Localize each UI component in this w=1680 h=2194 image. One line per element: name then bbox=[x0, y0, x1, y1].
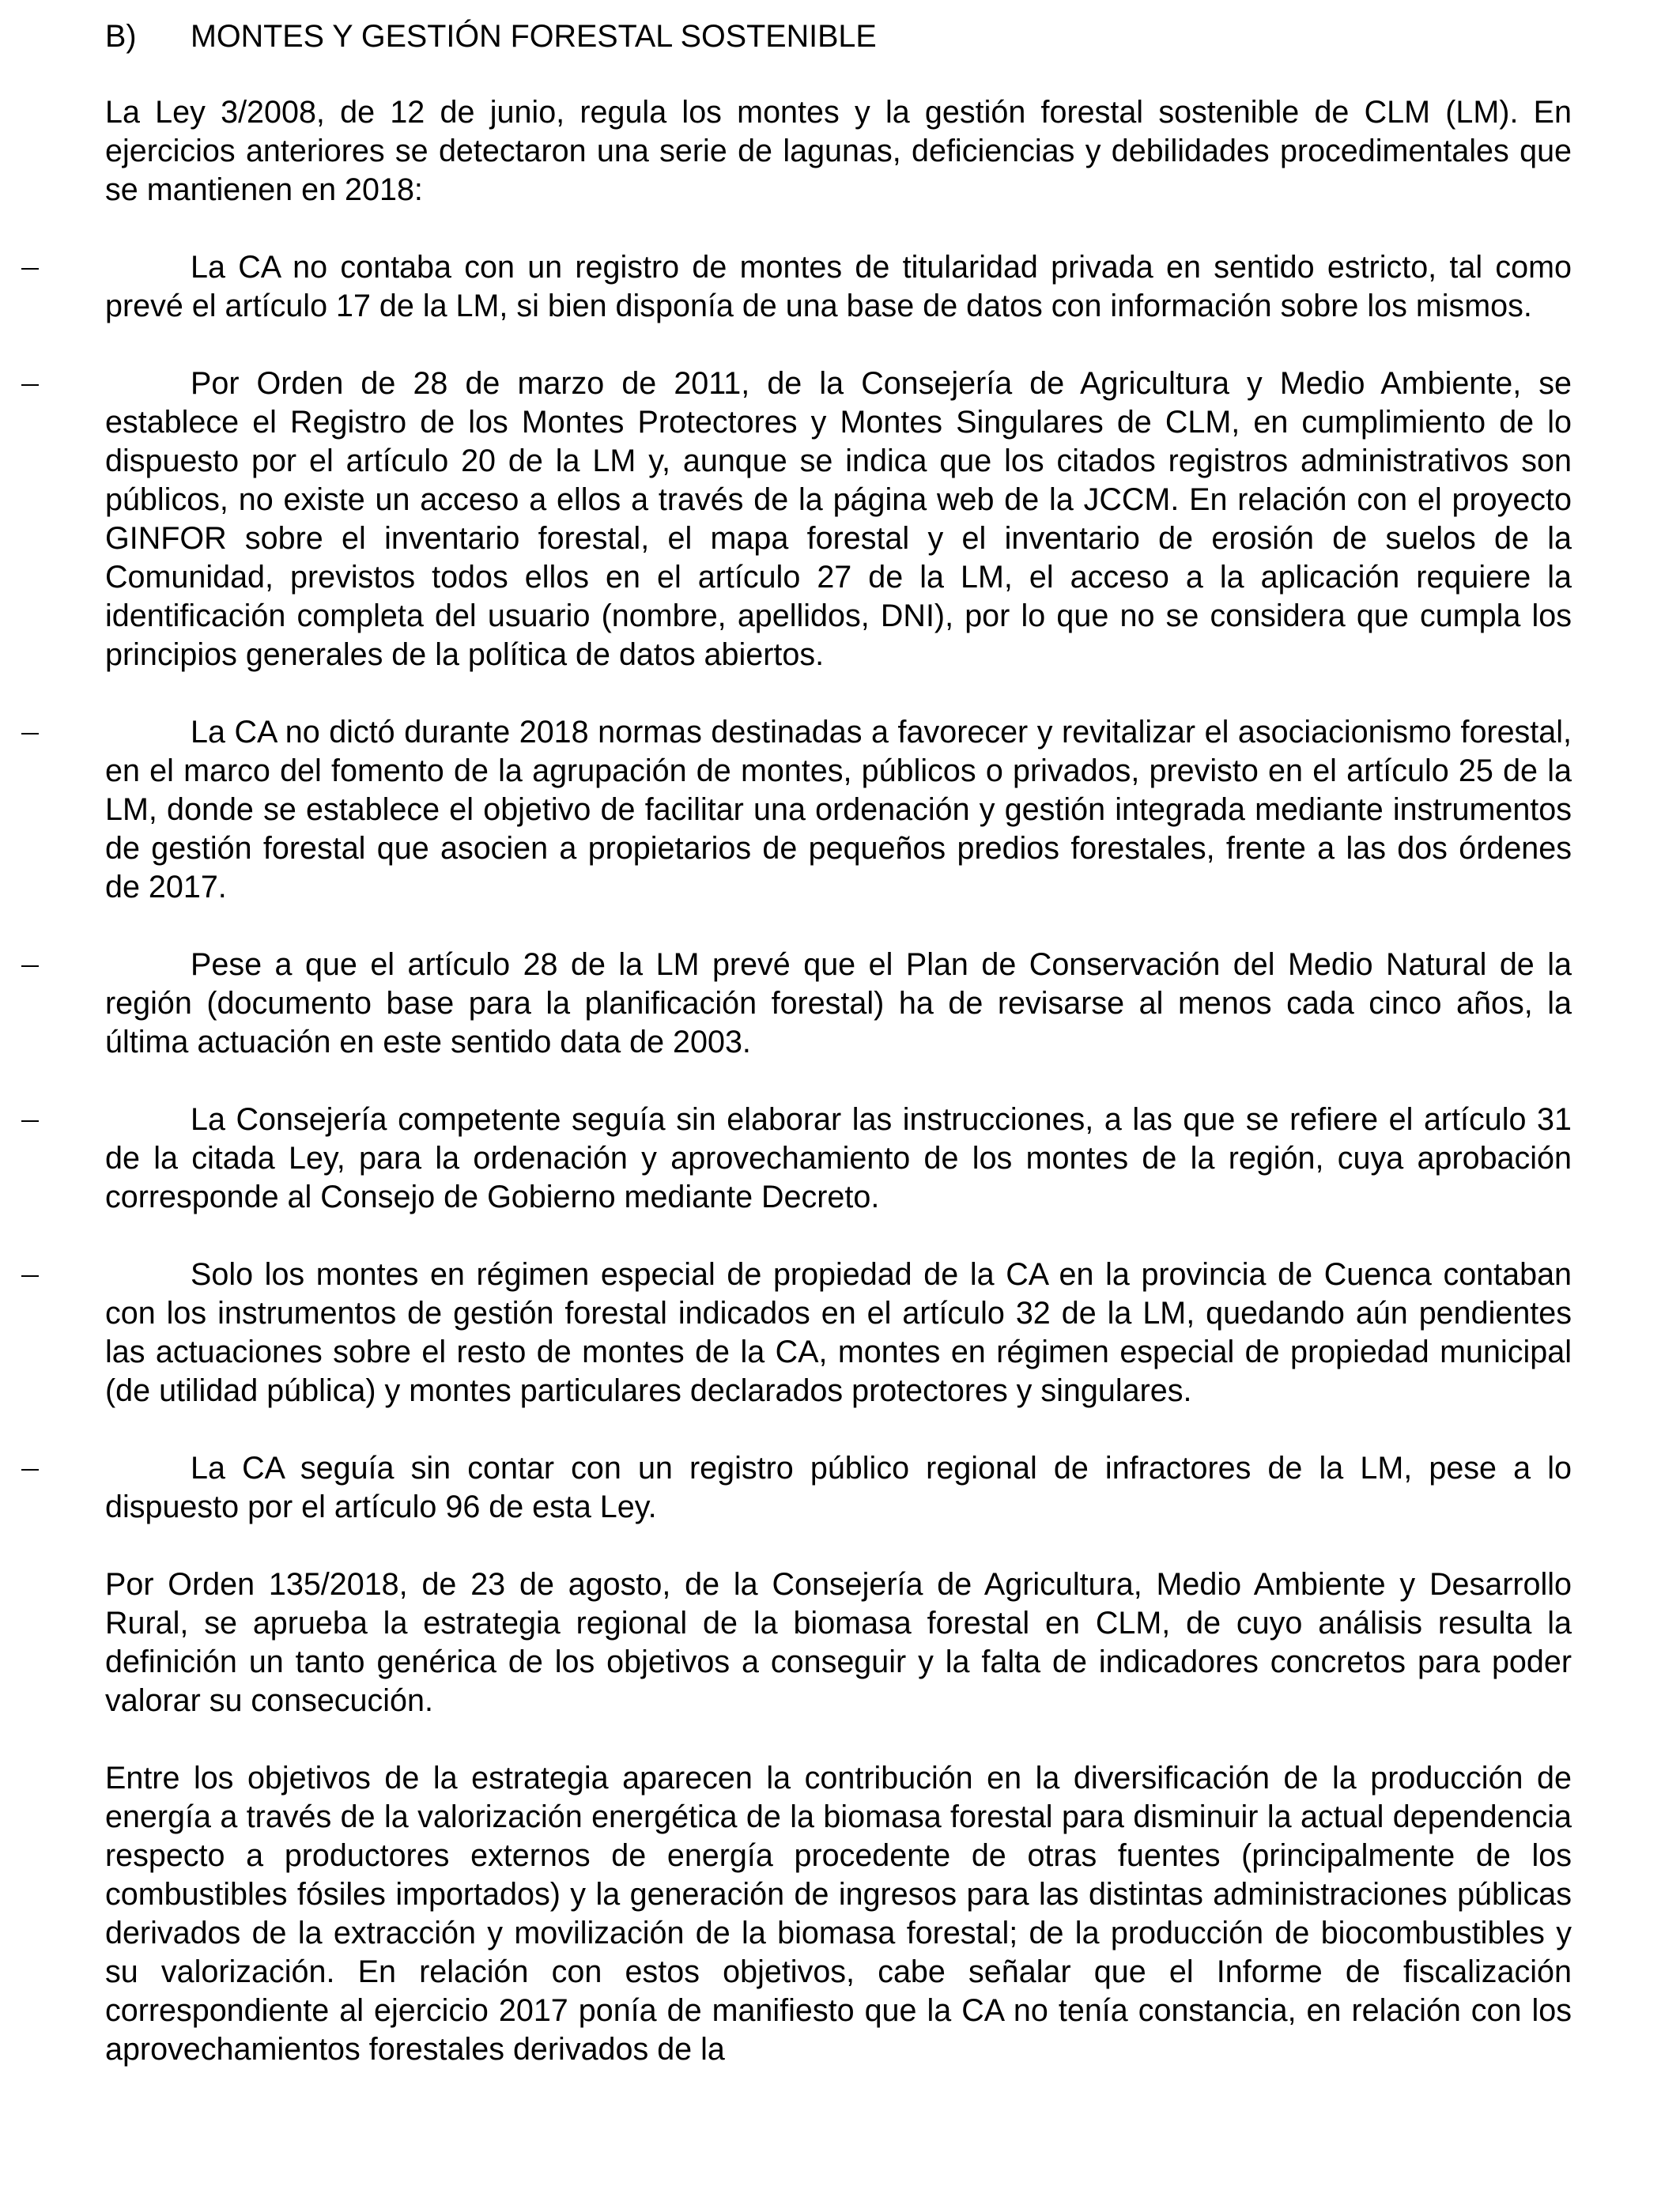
bullet-text: Pese a que el artículo 28 de la LM prevé que el Plan de Conservación del Medio Natural de la región (documento base para la planificación forestal) ha de revisarse al menos cada cinco años, la última actuación en este sentido data de 2003. bbox=[105, 947, 1572, 1059]
bullet-text: Por Orden de 28 de marzo de 2011, de la Consejería de Agricultura y Medio Ambiente, se establece el Registro de los Montes Protectores y Montes Singulares de CLM, en cumplimiento de lo dispuesto por el artículo 20 de la LM y, aunque se indica que los citados registros administrativos son públicos, no existe un acceso a ellos a través de la página web de la JCCM. En relación con el proyecto GINFOR sobre el inventario forestal, el mapa forestal y el inventario de erosión de suelos de la Comunidad, previstos todos ellos en el artículo 27 de la LM, el acceso a la aplicación requiere la identificación completa del usuario (nombre, apellidos, DNI), por lo que no se considera que cumpla los principios generales de la política de datos abiertos. bbox=[105, 366, 1572, 672]
section-title: MONTES Y GESTIÓN FORESTAL SOSTENIBLE bbox=[191, 19, 877, 54]
bullet-item bbox=[105, 248, 1572, 326]
bullet-text: La Consejería competente seguía sin elaborar las instrucciones, a las que se refiere el artículo 31 de la citada Ley, para la ordenación y aprovechamiento de los montes de la región, cuya aprobación corresponde al Consejo de Gobierno mediante Decreto. bbox=[105, 1102, 1572, 1214]
bullet-text: La CA no contaba con un registro de montes de titularidad privada en sentido estricto, tal como prevé el artículo 17 de la LM, si bien disponía de una base de datos con información sobre los mismos. bbox=[105, 250, 1572, 323]
bullet-text: La CA no dictó durante 2018 normas destinadas a favorecer y revitalizar el asociacionismo forestal, en el marco del fomento de la agrupación de montes, públicos o privados, previsto en el artículo 25 de la LM, donde se establece el objetivo de facilitar una ordenación y gestión integrada mediante instrumentos de gestión forestal que asocien a propietarios de pequeños predios forestales, frente a las dos órdenes de 2017. bbox=[105, 715, 1572, 904]
bullet-text: Solo los montes en régimen especial de propiedad de la CA en la provincia de Cuenca contaban con los instrumentos de gestión forestal indicados en el artículo 32 de la LM, quedando aún pendientes las actuaciones sobre el resto de montes de la CA, montes en régimen especial de propiedad municipal (de utilidad pública) y montes particulares declarados protectores y singulares. bbox=[105, 1257, 1572, 1408]
bullet-item bbox=[105, 1101, 1572, 1217]
body-paragraph: Por Orden 135/2018, de 23 de agosto, de la Consejería de Agricultura, Medio Ambiente y Desarrollo Rural, se aprueba la estrategia regional de la biomasa forestal en CLM, de cuyo análisis resulta la definición un tanto genérica de los objetivos a conseguir y la falta de indicadores concretos para poder valorar su consecución. bbox=[105, 1567, 1572, 1718]
intro-paragraph: La Ley 3/2008, de 12 de junio, regula los montes y la gestión forestal sostenible de CLM (LM). En ejercicios anteriores se detectaron una serie de lagunas, deficiencias y debilidades procedimentales que se mantienen en 2018: bbox=[105, 95, 1572, 207]
body-paragraph: Entre los objetivos de la estrategia aparecen la contribución en la diversificación de la producción de energía a través de la valorización energética de la biomasa forestal para disminuir la actual dependencia respecto a productores externos de energía procedente de otras fuentes (principalmente de los combustibles fósiles importados) y la generación de ingresos para las distintas administraciones públicas derivados de la extracción y movilización de la biomasa forestal; de la producción de biocombustibles y su valorización. En relación con estos objetivos, cabe señalar que el Informe de fiscalización correspondiente al ejercicio 2017 ponía de manifiesto que la CA no tenía constancia, en relación con los aprovechamientos forestales derivados de la bbox=[105, 1761, 1572, 2067]
bullet-item bbox=[105, 946, 1572, 1062]
document-body bbox=[105, 17, 1572, 2069]
bullet-item bbox=[105, 1449, 1572, 1527]
bullet-item bbox=[105, 1256, 1572, 1410]
section-heading bbox=[105, 17, 1572, 56]
bullet-item bbox=[105, 713, 1572, 907]
bullet-item bbox=[105, 364, 1572, 674]
bullet-text: La CA seguía sin contar con un registro público regional de infractores de la LM, pese a lo dispuesto por el artículo 96 de esta Ley. bbox=[105, 1451, 1572, 1524]
section-letter: B) bbox=[105, 19, 137, 54]
